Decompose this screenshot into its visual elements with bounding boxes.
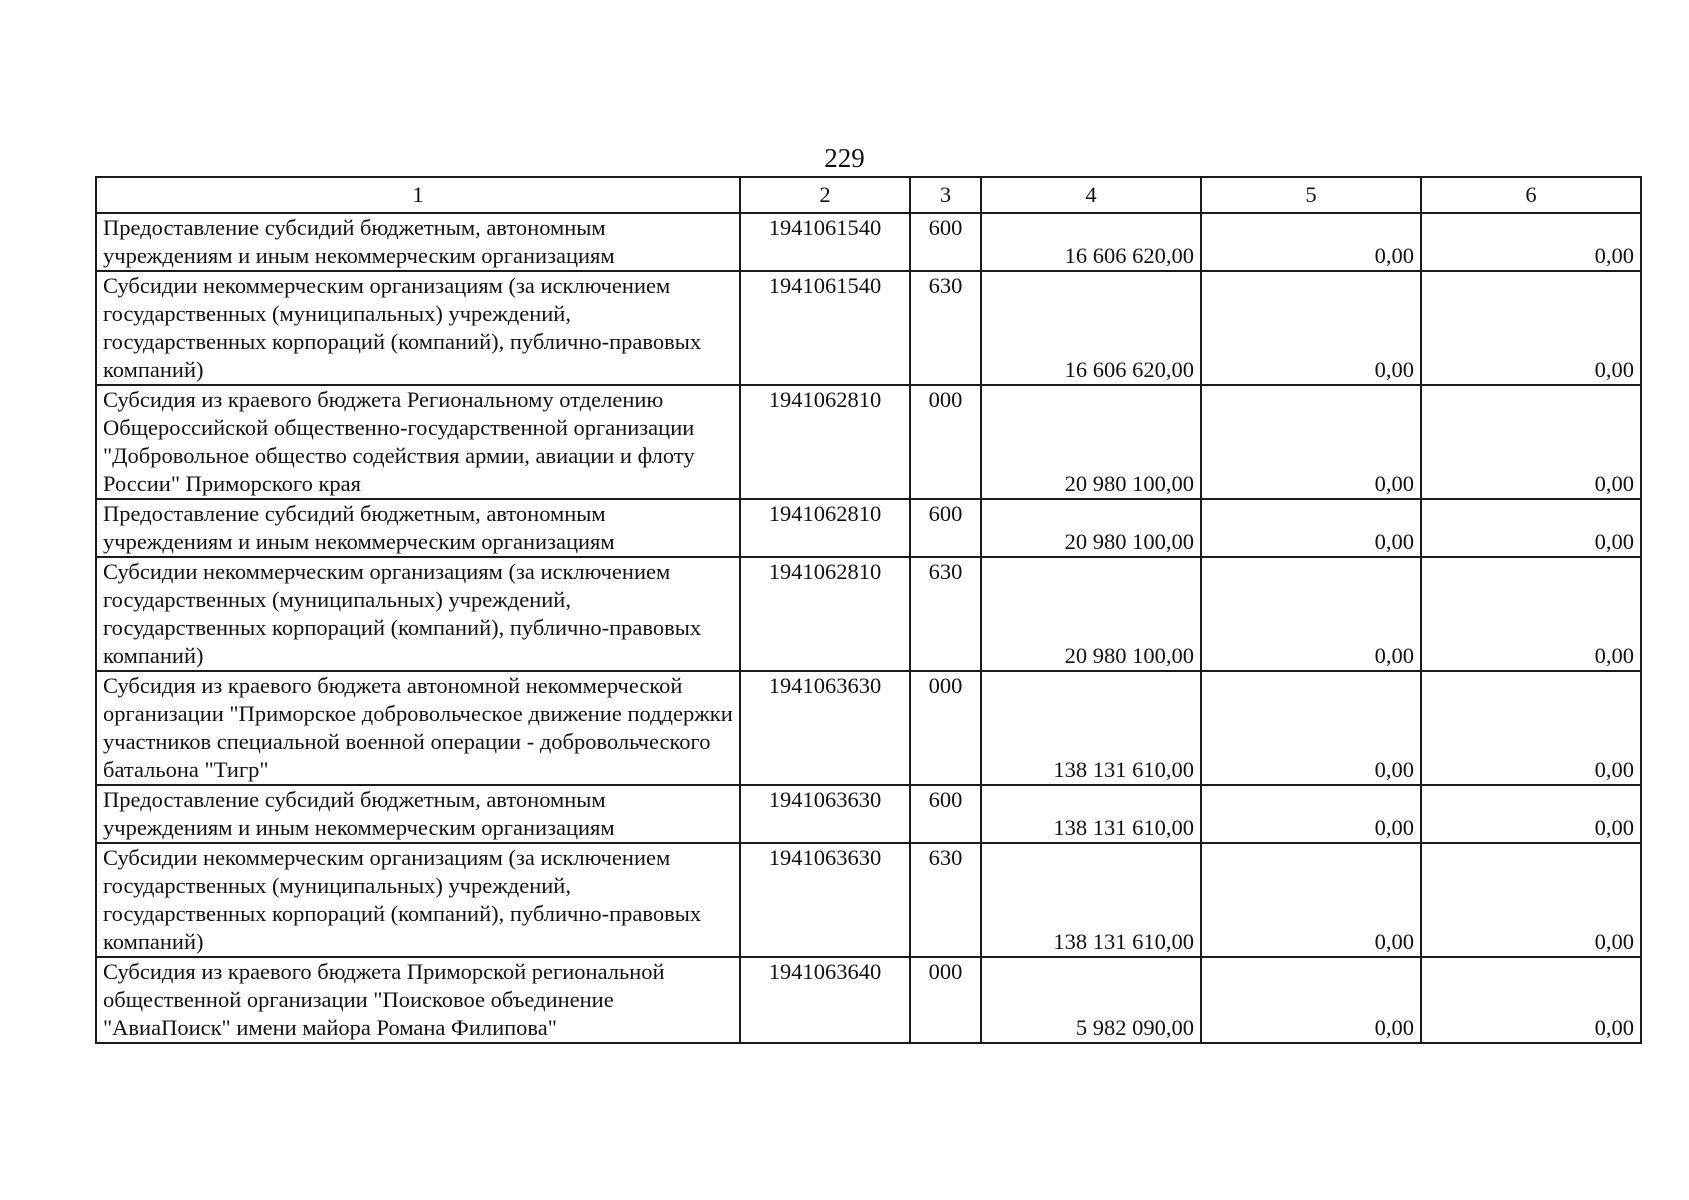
row-value-4: 138 131 610,00	[981, 843, 1201, 957]
row-name: Предоставление субсидий бюджетным, автономным учреждениям и иным некоммерческим организациям	[96, 499, 740, 557]
row-name: Субсидия из краевого бюджета Региональному отделению Общероссийской общественно-государственной организации "Добровольное общество содействия армии, авиации и флоту России" Приморского края	[96, 385, 740, 499]
row-type: 630	[910, 557, 981, 671]
column-header: 5	[1201, 177, 1421, 213]
row-value-6: 0,00	[1421, 671, 1641, 785]
table-row	[96, 271, 1641, 385]
column-header: 1	[96, 177, 740, 213]
table-row	[96, 385, 1641, 499]
row-value-4: 5 982 090,00	[981, 957, 1201, 1043]
row-value-5: 0,00	[1201, 671, 1421, 785]
row-name: Предоставление субсидий бюджетным, автономным учреждениям и иным некоммерческим организациям	[96, 213, 740, 271]
row-type: 630	[910, 843, 981, 957]
row-value-6: 0,00	[1421, 213, 1641, 271]
row-name: Субсидии некоммерческим организациям (за исключением государственных (муниципальных) учреждений, государственных корпораций (компаний), публично-правовых компаний)	[96, 271, 740, 385]
row-code: 1941062810	[740, 385, 910, 499]
row-code: 1941063640	[740, 957, 910, 1043]
table-row	[96, 843, 1641, 957]
row-name: Предоставление субсидий бюджетным, автономным учреждениям и иным некоммерческим организациям	[96, 785, 740, 843]
row-name: Субсидия из краевого бюджета Приморской региональной общественной организации "Поисковое объединение "АвиаПоиск" имени майора Романа Филипова"	[96, 957, 740, 1043]
row-value-5: 0,00	[1201, 213, 1421, 271]
table-row	[96, 785, 1641, 843]
row-value-5: 0,00	[1201, 843, 1421, 957]
budget-table	[95, 176, 1642, 1044]
row-value-4: 20 980 100,00	[981, 385, 1201, 499]
row-value-4: 138 131 610,00	[981, 785, 1201, 843]
row-value-6: 0,00	[1421, 271, 1641, 385]
row-code: 1941061540	[740, 271, 910, 385]
table-row	[96, 499, 1641, 557]
row-code: 1941063630	[740, 785, 910, 843]
row-value-5: 0,00	[1201, 557, 1421, 671]
page-number: 229	[824, 143, 865, 173]
row-value-6: 0,00	[1421, 957, 1641, 1043]
row-value-5: 0,00	[1201, 385, 1421, 499]
table-row	[96, 957, 1641, 1043]
row-value-4: 20 980 100,00	[981, 499, 1201, 557]
row-type: 600	[910, 785, 981, 843]
table-row	[96, 557, 1641, 671]
row-value-6: 0,00	[1421, 843, 1641, 957]
row-value-6: 0,00	[1421, 557, 1641, 671]
row-value-6: 0,00	[1421, 385, 1641, 499]
table-header-row	[96, 177, 1641, 213]
row-value-4: 138 131 610,00	[981, 671, 1201, 785]
row-value-5: 0,00	[1201, 271, 1421, 385]
row-name: Субсидии некоммерческим организациям (за исключением государственных (муниципальных) учреждений, государственных корпораций (компаний), публично-правовых компаний)	[96, 843, 740, 957]
row-value-5: 0,00	[1201, 785, 1421, 843]
row-code: 1941063630	[740, 843, 910, 957]
row-type: 000	[910, 671, 981, 785]
row-code: 1941063630	[740, 671, 910, 785]
row-type: 630	[910, 271, 981, 385]
row-value-5: 0,00	[1201, 499, 1421, 557]
row-value-4: 16 606 620,00	[981, 271, 1201, 385]
row-value-5: 0,00	[1201, 957, 1421, 1043]
row-value-4: 20 980 100,00	[981, 557, 1201, 671]
row-type: 000	[910, 385, 981, 499]
table-row	[96, 213, 1641, 271]
row-type: 600	[910, 213, 981, 271]
row-value-6: 0,00	[1421, 499, 1641, 557]
row-type: 000	[910, 957, 981, 1043]
table-row	[96, 671, 1641, 785]
row-value-6: 0,00	[1421, 785, 1641, 843]
column-header: 6	[1421, 177, 1641, 213]
row-code: 1941061540	[740, 213, 910, 271]
column-header: 3	[910, 177, 981, 213]
row-code: 1941062810	[740, 499, 910, 557]
row-name: Субсидия из краевого бюджета автономной некоммерческой организации "Приморское добровольческое движение поддержки участников специальной военной операции - добровольческого батальона "Тигр"	[96, 671, 740, 785]
row-value-4: 16 606 620,00	[981, 213, 1201, 271]
column-header: 4	[981, 177, 1201, 213]
row-type: 600	[910, 499, 981, 557]
row-name: Субсидии некоммерческим организациям (за исключением государственных (муниципальных) учреждений, государственных корпораций (компаний), публично-правовых компаний)	[96, 557, 740, 671]
column-header: 2	[740, 177, 910, 213]
row-code: 1941062810	[740, 557, 910, 671]
